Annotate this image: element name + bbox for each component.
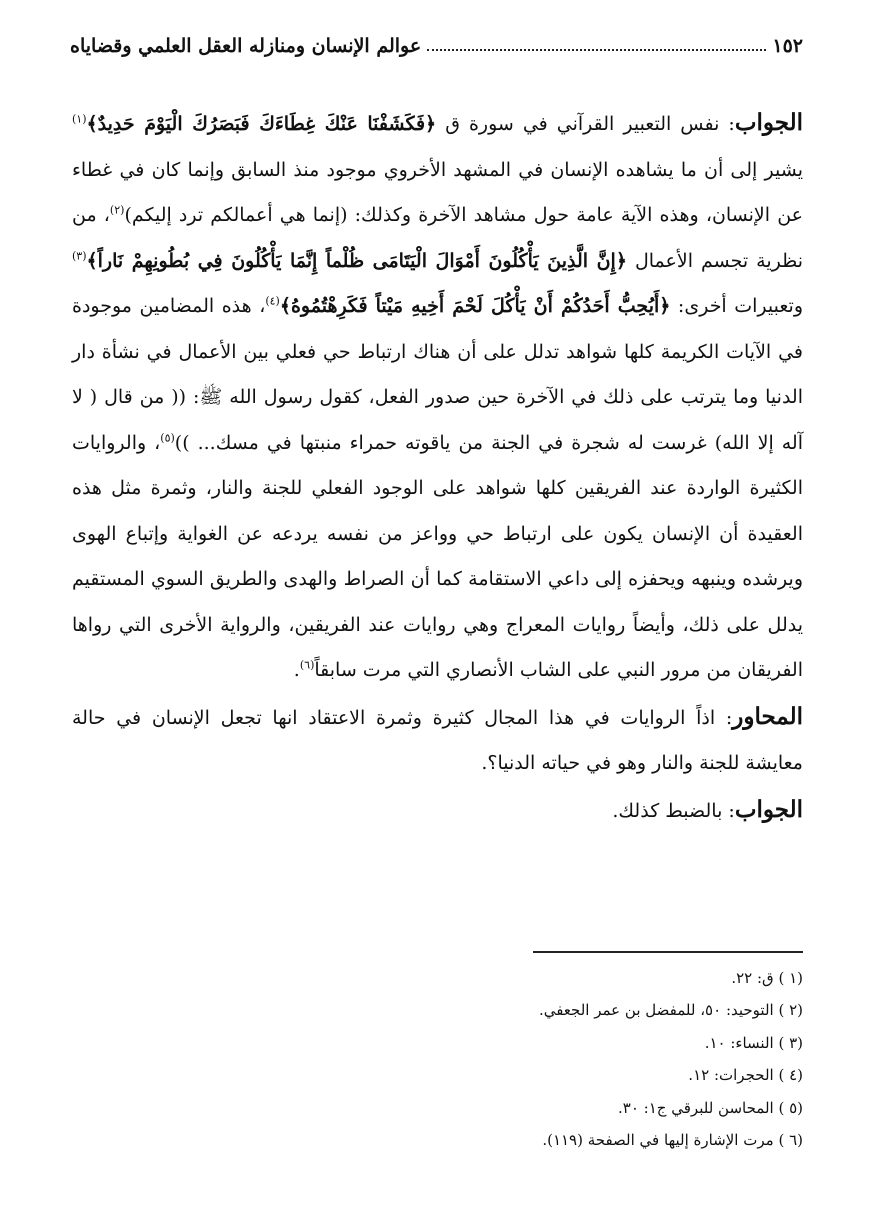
- footnote-item: (٥ ) المحاسن للبرقي ج١: ٣٠.: [618, 1098, 803, 1117]
- text-run: ، والروايات الكثيرة الواردة عند الفريقين كلها شواهد على الوجود الفعلي للجنة والنار، وثمرة مثل هذه العقيدة أن الإنسان يكون على ارتباط حي وواعز من نفسه يردعه عن الغواية وإتباع الهوى ويرشده وينبهه ويحفزه إلى داعي الاستقامة كما أن الصراط والهدى والطريق السوي المستقيم يدلل على ذلك، وأيضاً روايات المعراج وهي روايات عند الفريقين، والرواية الأخرى التي رواها الفريقان من مرور النبي على الشاب الأنصاري التي مرت سابقاً: [72, 431, 803, 681]
- page-header: [70, 30, 803, 62]
- text-run: : اذاً الروايات في هذا المجال كثيرة وثمرة الاعتقاد انها تجعل الإنسان في حالة معايشة للجنة والنار وهو في حياته الدنيا؟.: [72, 706, 803, 774]
- footnote-reference: (٣): [72, 249, 87, 263]
- quran-verse: ﴿إِنَّ الَّذِينَ يَأْكُلُونَ أَمْوَالَ الْيَتَامَى ظُلْماً إِنَّمَا يَأْكُلُونَ فِي بُطُونِهِمْ نَاراً﴾: [86, 249, 627, 272]
- footnote-item: (٤ ) الحجرات: ١٢.: [688, 1066, 803, 1085]
- dialogue-paragraph: [72, 100, 803, 694]
- text-run: : نفس التعبير القرآني في سورة ق: [436, 113, 735, 135]
- text-run: ، هذه المضامين موجودة في الآيات الكريمة كلها شواهد تدلل على أن هناك ارتباط حي فعلي بين الأعمال في نشأة دار الدنيا وما يترتب على ذلك في الآخرة حين صدور الفعل، كقول رسول الله ﷺ: (( من قال ( لا آله إلا الله) غرست له شجرة في الجنة من ياقوته حمراء منبتها في مسك... )): [72, 295, 803, 454]
- footnote-item: (٦ ) مرت الإشارة إليها في الصفحة (١١٩).: [542, 1131, 803, 1150]
- speaker-label: الجواب: [734, 109, 803, 136]
- footnote-separator: [533, 951, 803, 953]
- footnote-reference: (١): [72, 112, 87, 126]
- footnote-item: (٣ ) النساء: ١٠.: [704, 1033, 803, 1052]
- quran-verse: ﴿أَيُحِبُّ أَحَدُكُمْ أَنْ يَأْكُلَ لَحْمَ أَخِيهِ مَيْتاً فَكَرِهْتُمُوهُ﴾: [279, 295, 671, 317]
- footnote-item: (١ ) ق: ٢٢.: [731, 969, 803, 987]
- text-run: ، من نظرية تجسم الأعمال: [72, 204, 803, 272]
- dialogue-paragraph: [72, 787, 803, 835]
- speaker-label: المحاور: [732, 702, 803, 730]
- footnotes-list: [72, 962, 803, 1156]
- footnote-reference: (٥): [160, 431, 175, 445]
- footnote-item: (٢ ) التوحيد: ٥٠، للمفضل بن عمر الجعفي.: [538, 1001, 803, 1020]
- text-run: وتعبيرات أخرى:: [670, 295, 803, 317]
- text-run: يشير إلى أن ما يشاهده الإنسان في المشهد الأخروي موجود منذ السابق وإنما كان في غطاء عن الإنسان، وهذه الآية عامة حول مشاهد الآخرة وكذلك: (إنما هي أعمالكم ترد إليكم): [72, 158, 803, 226]
- running-title: عوالم الإنسان ومنازله العقل العلمي وقضاياه: [70, 35, 422, 57]
- text-run: : بالضبط كذلك.: [612, 799, 735, 822]
- speaker-label: الجواب: [734, 795, 803, 823]
- footnote-reference: (٢): [109, 203, 125, 217]
- footnote-reference: (٦): [299, 658, 315, 672]
- quran-verse: ﴿فَكَشَفْنَا عَنْكَ غِطَاءَكَ فَبَصَرُكَ الْيَوْمَ حَدِيدٌ﴾: [86, 113, 437, 135]
- dialogue-paragraph: [72, 694, 803, 787]
- header-dot-leader: [427, 49, 766, 51]
- page-number: ١٥٢: [772, 35, 803, 57]
- footnote-reference: (٤): [265, 294, 280, 308]
- body-text: [72, 100, 803, 834]
- text-run: .: [293, 659, 300, 681]
